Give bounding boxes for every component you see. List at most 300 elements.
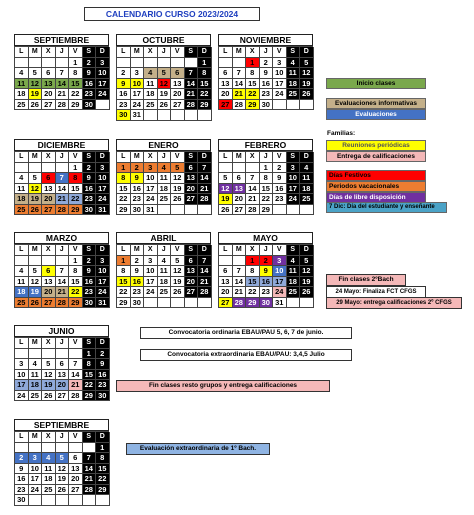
day-cell: 5 <box>300 58 314 69</box>
note-fin-bach: Fin clases 2ºBach <box>326 274 406 286</box>
day-cell: 2 <box>131 256 145 267</box>
day-cell: 9 <box>117 79 131 90</box>
weekday-header: J <box>56 245 70 256</box>
day-cell: 27 <box>233 205 247 216</box>
weekday-header: X <box>144 245 158 256</box>
weekday-header: V <box>69 245 83 256</box>
day-cell: 23 <box>131 194 145 205</box>
day-cell: 28 <box>233 298 247 309</box>
legend-libre-disposicion: Días de libre disposición <box>326 192 426 203</box>
day-cell: 25 <box>42 485 56 496</box>
day-cell: 3 <box>96 163 110 174</box>
day-cell: 18 <box>287 79 301 90</box>
day-cell: 23 <box>131 287 145 298</box>
day-cell: 31 <box>144 205 158 216</box>
day-cell: 10 <box>144 266 158 277</box>
day-cell: 2 <box>260 58 274 69</box>
day-cell: 21 <box>56 89 70 100</box>
day-cell: 28 <box>69 391 83 402</box>
day-cell: 17 <box>273 277 287 288</box>
day-cell: 13 <box>219 79 233 90</box>
day-cell: 3 <box>96 256 110 267</box>
empty-cell <box>185 298 199 309</box>
empty-cell <box>42 163 56 174</box>
day-cell: 18 <box>29 380 43 391</box>
day-cell: 24 <box>96 194 110 205</box>
weekday-header: L <box>219 245 233 256</box>
day-cell: 4 <box>287 58 301 69</box>
month-september-2024 <box>14 419 109 506</box>
day-cell: 30 <box>83 205 97 216</box>
day-cell: 29 <box>198 100 212 111</box>
day-cell: 22 <box>117 194 131 205</box>
day-cell: 3 <box>96 58 110 69</box>
day-cell: 13 <box>42 277 56 288</box>
day-cell: 27 <box>185 194 199 205</box>
note-fct: 24 Mayo: Finaliza FCT CFGS <box>326 286 426 298</box>
day-cell: 29 <box>246 100 260 111</box>
day-cell: 8 <box>246 68 260 79</box>
day-cell: 7 <box>198 256 212 267</box>
note-fin-resto-grupos: Fin clases resto grupos y entrega calificaciones <box>116 380 330 392</box>
day-cell: 27 <box>219 100 233 111</box>
weekday-header: X <box>246 47 260 58</box>
empty-cell <box>198 205 212 216</box>
day-cell: 9 <box>131 266 145 277</box>
day-cell: 29 <box>260 205 274 216</box>
day-cell: 4 <box>29 359 43 370</box>
day-cell: 14 <box>246 184 260 195</box>
day-cell: 20 <box>42 89 56 100</box>
day-cell: 13 <box>56 370 70 381</box>
day-cell: 12 <box>29 277 43 288</box>
month-march <box>14 232 109 308</box>
day-cell: 23 <box>83 194 97 205</box>
day-cell: 24 <box>29 485 43 496</box>
day-cell: 4 <box>158 163 172 174</box>
day-cell: 10 <box>96 68 110 79</box>
day-cell: 16 <box>83 184 97 195</box>
day-cell: 18 <box>287 277 301 288</box>
day-cell: 6 <box>42 173 56 184</box>
day-cell: 24 <box>96 89 110 100</box>
day-cell: 22 <box>260 194 274 205</box>
weekday-header: X <box>42 338 56 349</box>
day-cell: 9 <box>83 68 97 79</box>
day-cell: 17 <box>131 89 145 100</box>
day-cell: 21 <box>233 287 247 298</box>
day-cell: 21 <box>83 474 97 485</box>
day-cell: 29 <box>69 205 83 216</box>
day-cell: 25 <box>287 89 301 100</box>
day-cell: 12 <box>171 173 185 184</box>
day-cell: 3 <box>131 68 145 79</box>
empty-cell <box>69 349 83 360</box>
weekday-header: X <box>144 47 158 58</box>
day-cell: 2 <box>83 58 97 69</box>
legend-dias-festivos: Días Festivos <box>326 170 426 181</box>
day-cell: 24 <box>131 100 145 111</box>
month-name: ABRIL <box>116 232 211 244</box>
empty-cell <box>56 495 70 506</box>
empty-cell <box>171 110 185 121</box>
empty-cell <box>29 443 43 454</box>
day-cell: 5 <box>29 68 43 79</box>
day-cell: 16 <box>83 79 97 90</box>
weekday-header: L <box>15 245 29 256</box>
empty-cell <box>117 58 131 69</box>
day-cell: 9 <box>83 266 97 277</box>
day-cell: 7 <box>56 266 70 277</box>
month-october <box>116 34 211 121</box>
day-cell: 28 <box>198 194 212 205</box>
day-cell: 10 <box>96 173 110 184</box>
day-cell: 8 <box>96 453 110 464</box>
weekday-header: D <box>300 47 314 58</box>
day-cell: 12 <box>300 68 314 79</box>
empty-cell <box>15 58 29 69</box>
weekday-header: S <box>287 152 301 163</box>
legend-evaluaciones-informativas: Evaluaciones informativas <box>326 98 426 109</box>
day-cell: 27 <box>42 205 56 216</box>
empty-cell <box>300 100 314 111</box>
day-cell: 17 <box>273 79 287 90</box>
month-grid <box>218 244 313 308</box>
day-cell: 1 <box>260 163 274 174</box>
weekday-header: J <box>56 432 70 443</box>
day-cell: 30 <box>260 100 274 111</box>
day-cell: 26 <box>300 89 314 100</box>
day-cell: 17 <box>96 79 110 90</box>
day-cell: 26 <box>300 287 314 298</box>
empty-cell <box>158 205 172 216</box>
day-cell: 4 <box>15 266 29 277</box>
empty-cell <box>56 58 70 69</box>
day-cell: 5 <box>300 256 314 267</box>
day-cell: 2 <box>131 163 145 174</box>
day-cell: 30 <box>131 205 145 216</box>
day-cell: 1 <box>69 256 83 267</box>
empty-cell <box>246 163 260 174</box>
day-cell: 19 <box>300 79 314 90</box>
day-cell: 9 <box>260 266 274 277</box>
day-cell: 22 <box>69 89 83 100</box>
day-cell: 5 <box>42 359 56 370</box>
day-cell: 1 <box>69 58 83 69</box>
empty-cell <box>83 443 97 454</box>
day-cell: 11 <box>15 79 29 90</box>
day-cell: 13 <box>42 184 56 195</box>
weekday-header: L <box>117 152 131 163</box>
weekday-header: J <box>260 245 274 256</box>
empty-cell <box>29 58 43 69</box>
empty-cell <box>219 256 233 267</box>
day-cell: 8 <box>117 173 131 184</box>
day-cell: 25 <box>15 205 29 216</box>
day-cell: 13 <box>185 173 199 184</box>
month-name: SEPTIEMBRE <box>14 34 109 46</box>
day-cell: 14 <box>233 277 247 288</box>
month-name: NOVIEMBRE <box>218 34 313 46</box>
weekday-header: V <box>69 338 83 349</box>
day-cell: 1 <box>83 349 97 360</box>
day-cell: 29 <box>117 205 131 216</box>
weekday-header: M <box>29 338 43 349</box>
weekday-header: D <box>198 152 212 163</box>
day-cell: 24 <box>273 287 287 298</box>
day-cell: 21 <box>56 287 70 298</box>
weekday-header: V <box>273 47 287 58</box>
weekday-header: M <box>233 152 247 163</box>
day-cell: 26 <box>171 287 185 298</box>
weekday-header: X <box>246 152 260 163</box>
day-cell: 15 <box>69 184 83 195</box>
day-cell: 17 <box>287 184 301 195</box>
day-cell: 20 <box>56 380 70 391</box>
weekday-header: V <box>273 152 287 163</box>
day-cell: 5 <box>56 453 70 464</box>
day-cell: 2 <box>83 163 97 174</box>
day-cell: 18 <box>300 184 314 195</box>
day-cell: 20 <box>185 277 199 288</box>
note-entrega-cfgs: 29 Mayo: entrega calificaciones 2º CFGS <box>326 297 462 309</box>
day-cell: 5 <box>171 256 185 267</box>
empty-cell <box>219 58 233 69</box>
day-cell: 11 <box>287 68 301 79</box>
legend-familias-heading: Familias: <box>327 130 356 137</box>
weekday-header: M <box>131 47 145 58</box>
day-cell: 10 <box>131 79 145 90</box>
empty-cell <box>233 163 247 174</box>
note-ebau-ordinaria: Convocatoria ordinaria EBAU/PAU 5, 6, 7 de junio. <box>140 327 352 339</box>
day-cell: 26 <box>42 391 56 402</box>
empty-cell <box>144 110 158 121</box>
day-cell: 25 <box>29 391 43 402</box>
day-cell: 12 <box>300 266 314 277</box>
month-november <box>218 34 313 110</box>
day-cell: 25 <box>144 100 158 111</box>
day-cell: 11 <box>158 266 172 277</box>
weekday-header: M <box>29 152 43 163</box>
day-cell: 25 <box>15 298 29 309</box>
day-cell: 22 <box>96 474 110 485</box>
day-cell: 25 <box>15 100 29 111</box>
weekday-header: V <box>69 47 83 58</box>
day-cell: 17 <box>15 380 29 391</box>
day-cell: 16 <box>117 89 131 100</box>
day-cell: 15 <box>83 370 97 381</box>
day-cell: 21 <box>69 380 83 391</box>
empty-cell <box>42 443 56 454</box>
calendar-title: CALENDARIO CURSO 2023/2024 <box>84 7 260 21</box>
day-cell: 27 <box>219 298 233 309</box>
day-cell: 20 <box>233 194 247 205</box>
weekday-header: D <box>96 432 110 443</box>
empty-cell <box>198 110 212 121</box>
day-cell: 16 <box>260 277 274 288</box>
note-ebau-extraordinaria: Convocatoria extraordinaria EBAU/PAU: 3,4,5 Julio <box>140 349 352 361</box>
weekday-header: V <box>171 152 185 163</box>
day-cell: 14 <box>198 173 212 184</box>
day-cell: 6 <box>219 266 233 277</box>
day-cell: 12 <box>42 370 56 381</box>
day-cell: 26 <box>219 205 233 216</box>
day-cell: 19 <box>219 194 233 205</box>
weekday-header: L <box>15 47 29 58</box>
day-cell: 18 <box>158 184 172 195</box>
day-cell: 28 <box>198 287 212 298</box>
day-cell: 24 <box>144 194 158 205</box>
day-cell: 28 <box>83 485 97 496</box>
day-cell: 1 <box>117 256 131 267</box>
day-cell: 25 <box>287 287 301 298</box>
month-grid <box>218 46 313 110</box>
day-cell: 3 <box>144 256 158 267</box>
day-cell: 23 <box>83 287 97 298</box>
day-cell: 8 <box>117 266 131 277</box>
day-cell: 13 <box>69 464 83 475</box>
day-cell: 20 <box>42 194 56 205</box>
day-cell: 7 <box>56 173 70 184</box>
day-cell: 15 <box>69 79 83 90</box>
day-cell: 7 <box>233 266 247 277</box>
day-cell: 12 <box>158 79 172 90</box>
day-cell: 17 <box>144 277 158 288</box>
empty-cell <box>42 256 56 267</box>
day-cell: 16 <box>273 184 287 195</box>
weekday-header: L <box>15 432 29 443</box>
day-cell: 4 <box>15 68 29 79</box>
empty-cell <box>158 298 172 309</box>
day-cell: 2 <box>273 163 287 174</box>
weekday-header: J <box>56 338 70 349</box>
day-cell: 4 <box>42 453 56 464</box>
weekday-header: J <box>158 152 172 163</box>
legend-evaluaciones: Evaluaciones <box>326 109 426 120</box>
month-grid <box>14 151 109 215</box>
day-cell: 21 <box>246 194 260 205</box>
day-cell: 21 <box>56 194 70 205</box>
empty-cell <box>56 349 70 360</box>
day-cell: 7 <box>246 173 260 184</box>
day-cell: 21 <box>233 89 247 100</box>
day-cell: 29 <box>117 298 131 309</box>
day-cell: 14 <box>233 79 247 90</box>
month-name: OCTUBRE <box>116 34 211 46</box>
day-cell: 13 <box>171 79 185 90</box>
weekday-header: J <box>260 152 274 163</box>
day-cell: 31 <box>273 298 287 309</box>
weekday-header: S <box>83 432 97 443</box>
day-cell: 22 <box>198 89 212 100</box>
weekday-header: S <box>185 47 199 58</box>
day-cell: 17 <box>96 277 110 288</box>
day-cell: 21 <box>198 184 212 195</box>
weekday-header: S <box>185 152 199 163</box>
day-cell: 15 <box>246 277 260 288</box>
month-name: DICIEMBRE <box>14 139 109 151</box>
day-cell: 8 <box>246 266 260 277</box>
day-cell: 18 <box>42 474 56 485</box>
day-cell: 27 <box>42 298 56 309</box>
day-cell: 7 <box>83 453 97 464</box>
empty-cell <box>15 256 29 267</box>
weekday-header: S <box>83 152 97 163</box>
day-cell: 26 <box>171 194 185 205</box>
day-cell: 12 <box>171 266 185 277</box>
day-cell: 31 <box>131 110 145 121</box>
weekday-header: L <box>219 47 233 58</box>
weekday-header: D <box>300 245 314 256</box>
day-cell: 14 <box>56 184 70 195</box>
weekday-header: J <box>158 245 172 256</box>
day-cell: 8 <box>69 68 83 79</box>
day-cell: 22 <box>69 287 83 298</box>
day-cell: 31 <box>96 205 110 216</box>
month-name: JUNIO <box>14 325 109 337</box>
month-grid <box>14 337 109 401</box>
day-cell: 8 <box>83 359 97 370</box>
day-cell: 30 <box>96 391 110 402</box>
day-cell: 13 <box>233 184 247 195</box>
month-name: ENERO <box>116 139 211 151</box>
day-cell: 28 <box>233 100 247 111</box>
weekday-header: D <box>198 47 212 58</box>
day-cell: 20 <box>219 287 233 298</box>
day-cell: 19 <box>171 184 185 195</box>
day-cell: 26 <box>29 205 43 216</box>
day-cell: 29 <box>83 391 97 402</box>
day-cell: 24 <box>273 89 287 100</box>
day-cell: 19 <box>29 89 43 100</box>
weekday-header: V <box>273 245 287 256</box>
empty-cell <box>15 349 29 360</box>
month-grid <box>14 244 109 308</box>
empty-cell <box>233 256 247 267</box>
legend-periodos-vacacionales: Periodos vacacionales <box>326 181 426 192</box>
day-cell: 11 <box>15 184 29 195</box>
weekday-header: D <box>96 47 110 58</box>
day-cell: 20 <box>171 89 185 100</box>
day-cell: 7 <box>198 163 212 174</box>
day-cell: 12 <box>219 184 233 195</box>
day-cell: 5 <box>171 163 185 174</box>
weekday-header: L <box>117 245 131 256</box>
day-cell: 31 <box>96 298 110 309</box>
day-cell: 26 <box>29 298 43 309</box>
legend-inicio-clases: Inicio clases <box>326 78 426 89</box>
day-cell: 2 <box>260 256 274 267</box>
empty-cell <box>171 205 185 216</box>
day-cell: 1 <box>246 58 260 69</box>
day-cell: 10 <box>144 173 158 184</box>
day-cell: 6 <box>56 359 70 370</box>
day-cell: 3 <box>273 58 287 69</box>
weekday-header: L <box>15 338 29 349</box>
day-cell: 19 <box>56 474 70 485</box>
day-cell: 29 <box>246 298 260 309</box>
day-cell: 6 <box>219 68 233 79</box>
day-cell: 8 <box>69 266 83 277</box>
day-cell: 27 <box>171 100 185 111</box>
day-cell: 6 <box>233 173 247 184</box>
empty-cell <box>69 495 83 506</box>
day-cell: 18 <box>144 89 158 100</box>
empty-cell <box>144 58 158 69</box>
day-cell: 4 <box>158 256 172 267</box>
day-cell: 16 <box>131 277 145 288</box>
day-cell: 12 <box>29 79 43 90</box>
